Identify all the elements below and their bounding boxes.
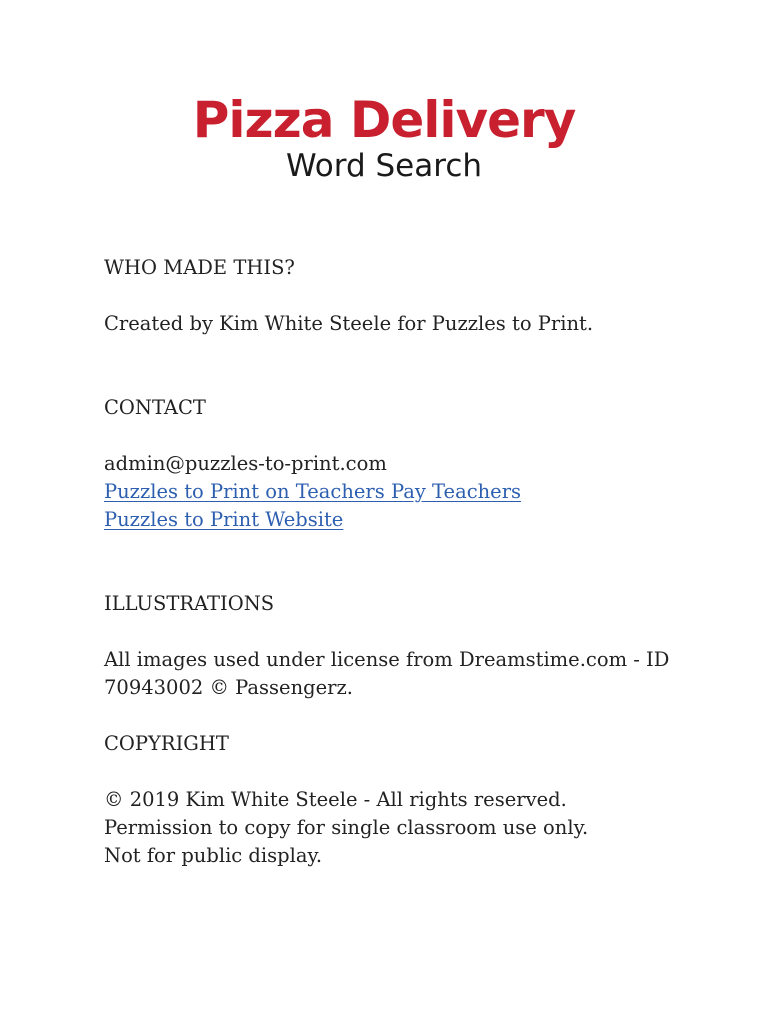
contact-email: admin@puzzles-to-print.com <box>104 452 387 475</box>
copyright-heading: COPYRIGHT <box>104 732 229 755</box>
title-block <box>0 88 768 184</box>
page-title: Pizza Delivery <box>192 91 576 149</box>
who-heading: WHO MADE THIS? <box>104 256 295 279</box>
illustrations-heading: ILLUSTRATIONS <box>104 592 275 615</box>
copyright-text-line-3: Not for public display. <box>104 844 323 867</box>
website-link[interactable]: Puzzles to Print Website <box>104 508 344 531</box>
who-text: Created by Kim White Steele for Puzzles to Print. <box>104 312 594 335</box>
copyright-text-line-2: Permission to copy for single classroom use only. <box>104 816 589 839</box>
illustrations-text-line-2: 70943002 © Passengerz. <box>104 676 353 699</box>
contact-heading: CONTACT <box>104 396 206 419</box>
tpt-link[interactable]: Puzzles to Print on Teachers Pay Teachers <box>104 480 522 503</box>
illustrations-text-line-1: All images used under license from Dreamstime.com - ID <box>104 648 670 671</box>
copyright-text-line-1: © 2019 Kim White Steele - All rights reserved. <box>104 788 567 811</box>
credits-content <box>104 254 704 870</box>
page-subtitle: Word Search <box>285 148 483 184</box>
